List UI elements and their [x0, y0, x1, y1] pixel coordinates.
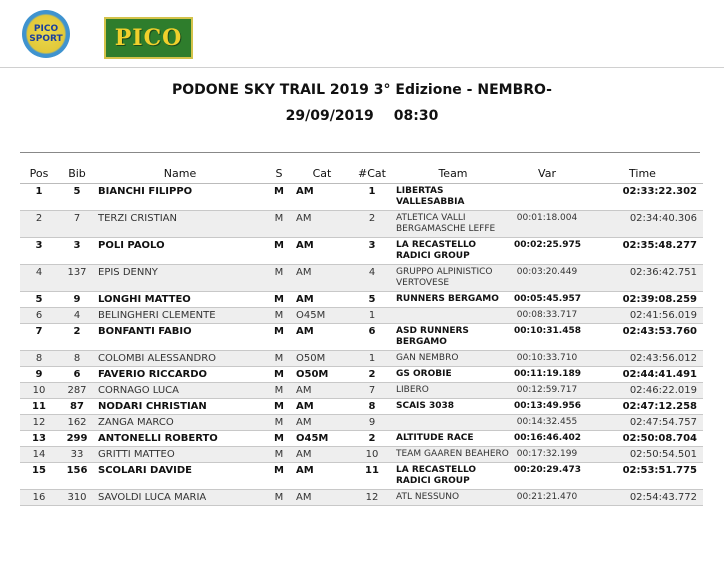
- table-row: [20, 383, 703, 399]
- cell-name: CORNAGO LUCA: [96, 383, 264, 399]
- cell-var: [512, 184, 582, 211]
- cell-sex: M: [264, 415, 294, 431]
- cell-cat: AM: [294, 415, 350, 431]
- cell-time: 02:34:40.306: [582, 211, 703, 238]
- cell-var: 00:21:21.470: [512, 490, 582, 506]
- top-divider: [0, 67, 724, 68]
- cell-cat-rank: 9: [350, 415, 394, 431]
- table-row: [20, 324, 703, 351]
- cell-sex: M: [264, 211, 294, 238]
- cell-bib: 4: [58, 308, 96, 324]
- cell-name: FAVERIO RICCARDO: [96, 367, 264, 383]
- cell-time: 02:54:43.772: [582, 490, 703, 506]
- cell-bib: 5: [58, 184, 96, 211]
- cell-cat: AM: [294, 383, 350, 399]
- results-table: [20, 163, 703, 506]
- cell-cat: AM: [294, 184, 350, 211]
- cell-pos: 10: [20, 383, 58, 399]
- logo-text-line1: PICO: [33, 24, 59, 34]
- cell-pos: 12: [20, 415, 58, 431]
- cell-pos: 2: [20, 211, 58, 238]
- cell-name: POLI PAOLO: [96, 238, 264, 265]
- table-row: [20, 211, 703, 238]
- table-row: [20, 431, 703, 447]
- cell-cat-rank: 6: [350, 324, 394, 351]
- cell-name: ANTONELLI ROBERTO: [96, 431, 264, 447]
- cell-pos: 7: [20, 324, 58, 351]
- cell-cat: AM: [294, 265, 350, 292]
- cell-team: LIBERTAS VALLESABBIA: [394, 184, 512, 211]
- table-row: [20, 463, 703, 490]
- cell-cat: O50M: [294, 351, 350, 367]
- cell-pos: 1: [20, 184, 58, 211]
- header-cat: Cat: [294, 163, 350, 184]
- cell-sex: M: [264, 431, 294, 447]
- cell-team: GRUPPO ALPINISTICO VERTOVESE: [394, 265, 512, 292]
- cell-cat-rank: 1: [350, 308, 394, 324]
- cell-var: 00:02:25.975: [512, 238, 582, 265]
- pico-logo: [104, 17, 193, 59]
- cell-var: 00:08:33.717: [512, 308, 582, 324]
- cell-name: SAVOLDI LUCA MARIA: [96, 490, 264, 506]
- table-row: [20, 490, 703, 506]
- cell-team: ATL NESSUNO: [394, 490, 512, 506]
- cell-name: ZANGA MARCO: [96, 415, 264, 431]
- cell-cat: AM: [294, 447, 350, 463]
- cell-pos: 3: [20, 238, 58, 265]
- cell-bib: 33: [58, 447, 96, 463]
- cell-team: GS OROBIE: [394, 367, 512, 383]
- cell-pos: 13: [20, 431, 58, 447]
- cell-cat-rank: 11: [350, 463, 394, 490]
- cell-var: 00:10:33.710: [512, 351, 582, 367]
- cell-pos: 14: [20, 447, 58, 463]
- cell-sex: M: [264, 367, 294, 383]
- race-time: 08:30: [393, 108, 439, 124]
- cell-cat-rank: 2: [350, 211, 394, 238]
- cell-bib: 156: [58, 463, 96, 490]
- table-row: [20, 238, 703, 265]
- cell-team: [394, 415, 512, 431]
- cell-cat: AM: [294, 211, 350, 238]
- cell-cat-rank: 1: [350, 351, 394, 367]
- cell-cat: AM: [294, 490, 350, 506]
- header-sex: S: [264, 163, 294, 184]
- cell-pos: 11: [20, 399, 58, 415]
- cell-cat-rank: 10: [350, 447, 394, 463]
- cell-sex: M: [264, 265, 294, 292]
- header-bib: Bib: [58, 163, 96, 184]
- table-row: [20, 399, 703, 415]
- cell-time: 02:50:08.704: [582, 431, 703, 447]
- cell-bib: 9: [58, 292, 96, 308]
- cell-cat: AM: [294, 399, 350, 415]
- logo-text-line2: SPORT: [29, 34, 63, 44]
- cell-name: GRITTI MATTEO: [96, 447, 264, 463]
- cell-time: 02:53:51.775: [582, 463, 703, 490]
- cell-sex: M: [264, 447, 294, 463]
- cell-time: 02:46:22.019: [582, 383, 703, 399]
- cell-sex: M: [264, 383, 294, 399]
- cell-name: BIANCHI FILIPPO: [96, 184, 264, 211]
- cell-time: 02:50:54.501: [582, 447, 703, 463]
- cell-cat: AM: [294, 238, 350, 265]
- cell-var: 00:10:31.458: [512, 324, 582, 351]
- cell-name: SCOLARI DAVIDE: [96, 463, 264, 490]
- header-cat-rank: #Cat: [350, 163, 394, 184]
- cell-team: RUNNERS BERGAMO: [394, 292, 512, 308]
- cell-name: BONFANTI FABIO: [96, 324, 264, 351]
- cell-sex: M: [264, 184, 294, 211]
- cell-cat-rank: 12: [350, 490, 394, 506]
- table-row: [20, 308, 703, 324]
- cell-pos: 6: [20, 308, 58, 324]
- cell-time: 02:33:22.302: [582, 184, 703, 211]
- header-pos: Pos: [20, 163, 58, 184]
- cell-var: 00:14:32.455: [512, 415, 582, 431]
- cell-pos: 16: [20, 490, 58, 506]
- header-team: Team: [394, 163, 512, 184]
- cell-sex: M: [264, 399, 294, 415]
- cell-cat-rank: 1: [350, 184, 394, 211]
- cell-cat-rank: 5: [350, 292, 394, 308]
- cell-var: 00:13:49.956: [512, 399, 582, 415]
- cell-sex: M: [264, 490, 294, 506]
- header-var: Var: [512, 163, 582, 184]
- cell-team: LIBERO: [394, 383, 512, 399]
- cell-name: BELINGHERI CLEMENTE: [96, 308, 264, 324]
- cell-sex: M: [264, 324, 294, 351]
- cell-team: ALTITUDE RACE: [394, 431, 512, 447]
- cell-cat-rank: 4: [350, 265, 394, 292]
- table-row: [20, 415, 703, 431]
- cell-sex: M: [264, 463, 294, 490]
- header-divider: [20, 152, 700, 153]
- document-title: PODONE SKY TRAIL 2019 3° Edizione - NEMBRO-: [171, 82, 552, 98]
- cell-time: 02:47:12.258: [582, 399, 703, 415]
- cell-pos: 5: [20, 292, 58, 308]
- cell-team: ATLETICA VALLI BERGAMASCHE LEFFE: [394, 211, 512, 238]
- cell-name: COLOMBI ALESSANDRO: [96, 351, 264, 367]
- document-subtitle: [0, 108, 724, 124]
- cell-bib: 287: [58, 383, 96, 399]
- cell-time: 02:43:53.760: [582, 324, 703, 351]
- cell-bib: 6: [58, 367, 96, 383]
- cell-sex: M: [264, 308, 294, 324]
- cell-cat: O45M: [294, 308, 350, 324]
- table-row: [20, 265, 703, 292]
- cell-cat: AM: [294, 324, 350, 351]
- cell-cat: AM: [294, 292, 350, 308]
- header-time: Time: [582, 163, 703, 184]
- cell-bib: 299: [58, 431, 96, 447]
- cell-bib: 162: [58, 415, 96, 431]
- cell-bib: 137: [58, 265, 96, 292]
- cell-team: LA RECASTELLO RADICI GROUP: [394, 238, 512, 265]
- cell-pos: 4: [20, 265, 58, 292]
- cell-pos: 15: [20, 463, 58, 490]
- cell-sex: M: [264, 238, 294, 265]
- cell-time: 02:41:56.019: [582, 308, 703, 324]
- table-row: [20, 447, 703, 463]
- cell-team: TEAM GAAREN BEAHERO: [394, 447, 512, 463]
- cell-team: GAN NEMBRO: [394, 351, 512, 367]
- cell-cat: AM: [294, 463, 350, 490]
- pico-sport-logo: [22, 10, 70, 58]
- cell-cat-rank: 3: [350, 238, 394, 265]
- table-row: [20, 184, 703, 211]
- cell-name: EPIS DENNY: [96, 265, 264, 292]
- table-row: [20, 367, 703, 383]
- cell-cat: O50M: [294, 367, 350, 383]
- cell-cat-rank: 7: [350, 383, 394, 399]
- cell-name: LONGHI MATTEO: [96, 292, 264, 308]
- cell-bib: 7: [58, 211, 96, 238]
- cell-sex: M: [264, 292, 294, 308]
- cell-team: ASD RUNNERS BERGAMO: [394, 324, 512, 351]
- cell-team: SCAIS 3038: [394, 399, 512, 415]
- cell-cat-rank: 8: [350, 399, 394, 415]
- cell-cat-rank: 2: [350, 367, 394, 383]
- cell-time: 02:47:54.757: [582, 415, 703, 431]
- cell-var: 00:12:59.717: [512, 383, 582, 399]
- cell-time: 02:36:42.751: [582, 265, 703, 292]
- race-date: 29/09/2019: [285, 108, 374, 124]
- cell-var: 00:11:19.189: [512, 367, 582, 383]
- cell-var: 00:05:45.957: [512, 292, 582, 308]
- cell-name: TERZI CRISTIAN: [96, 211, 264, 238]
- header-name: Name: [96, 163, 264, 184]
- cell-var: 00:03:20.449: [512, 265, 582, 292]
- cell-bib: 8: [58, 351, 96, 367]
- cell-time: 02:39:08.259: [582, 292, 703, 308]
- cell-cat: O45M: [294, 431, 350, 447]
- cell-team: [394, 308, 512, 324]
- pico-logo-text: PICO: [114, 25, 183, 51]
- cell-time: 02:44:41.491: [582, 367, 703, 383]
- table-header-row: [20, 163, 703, 184]
- cell-cat-rank: 2: [350, 431, 394, 447]
- cell-var: 00:20:29.473: [512, 463, 582, 490]
- cell-name: NODARI CHRISTIAN: [96, 399, 264, 415]
- cell-var: 00:01:18.004: [512, 211, 582, 238]
- cell-var: 00:17:32.199: [512, 447, 582, 463]
- cell-bib: 2: [58, 324, 96, 351]
- cell-bib: 310: [58, 490, 96, 506]
- table-row: [20, 351, 703, 367]
- cell-var: 00:16:46.402: [512, 431, 582, 447]
- cell-bib: 87: [58, 399, 96, 415]
- cell-bib: 3: [58, 238, 96, 265]
- cell-team: LA RECASTELLO RADICI GROUP: [394, 463, 512, 490]
- table-row: [20, 292, 703, 308]
- cell-sex: M: [264, 351, 294, 367]
- cell-time: 02:43:56.012: [582, 351, 703, 367]
- cell-time: 02:35:48.277: [582, 238, 703, 265]
- cell-pos: 8: [20, 351, 58, 367]
- cell-pos: 9: [20, 367, 58, 383]
